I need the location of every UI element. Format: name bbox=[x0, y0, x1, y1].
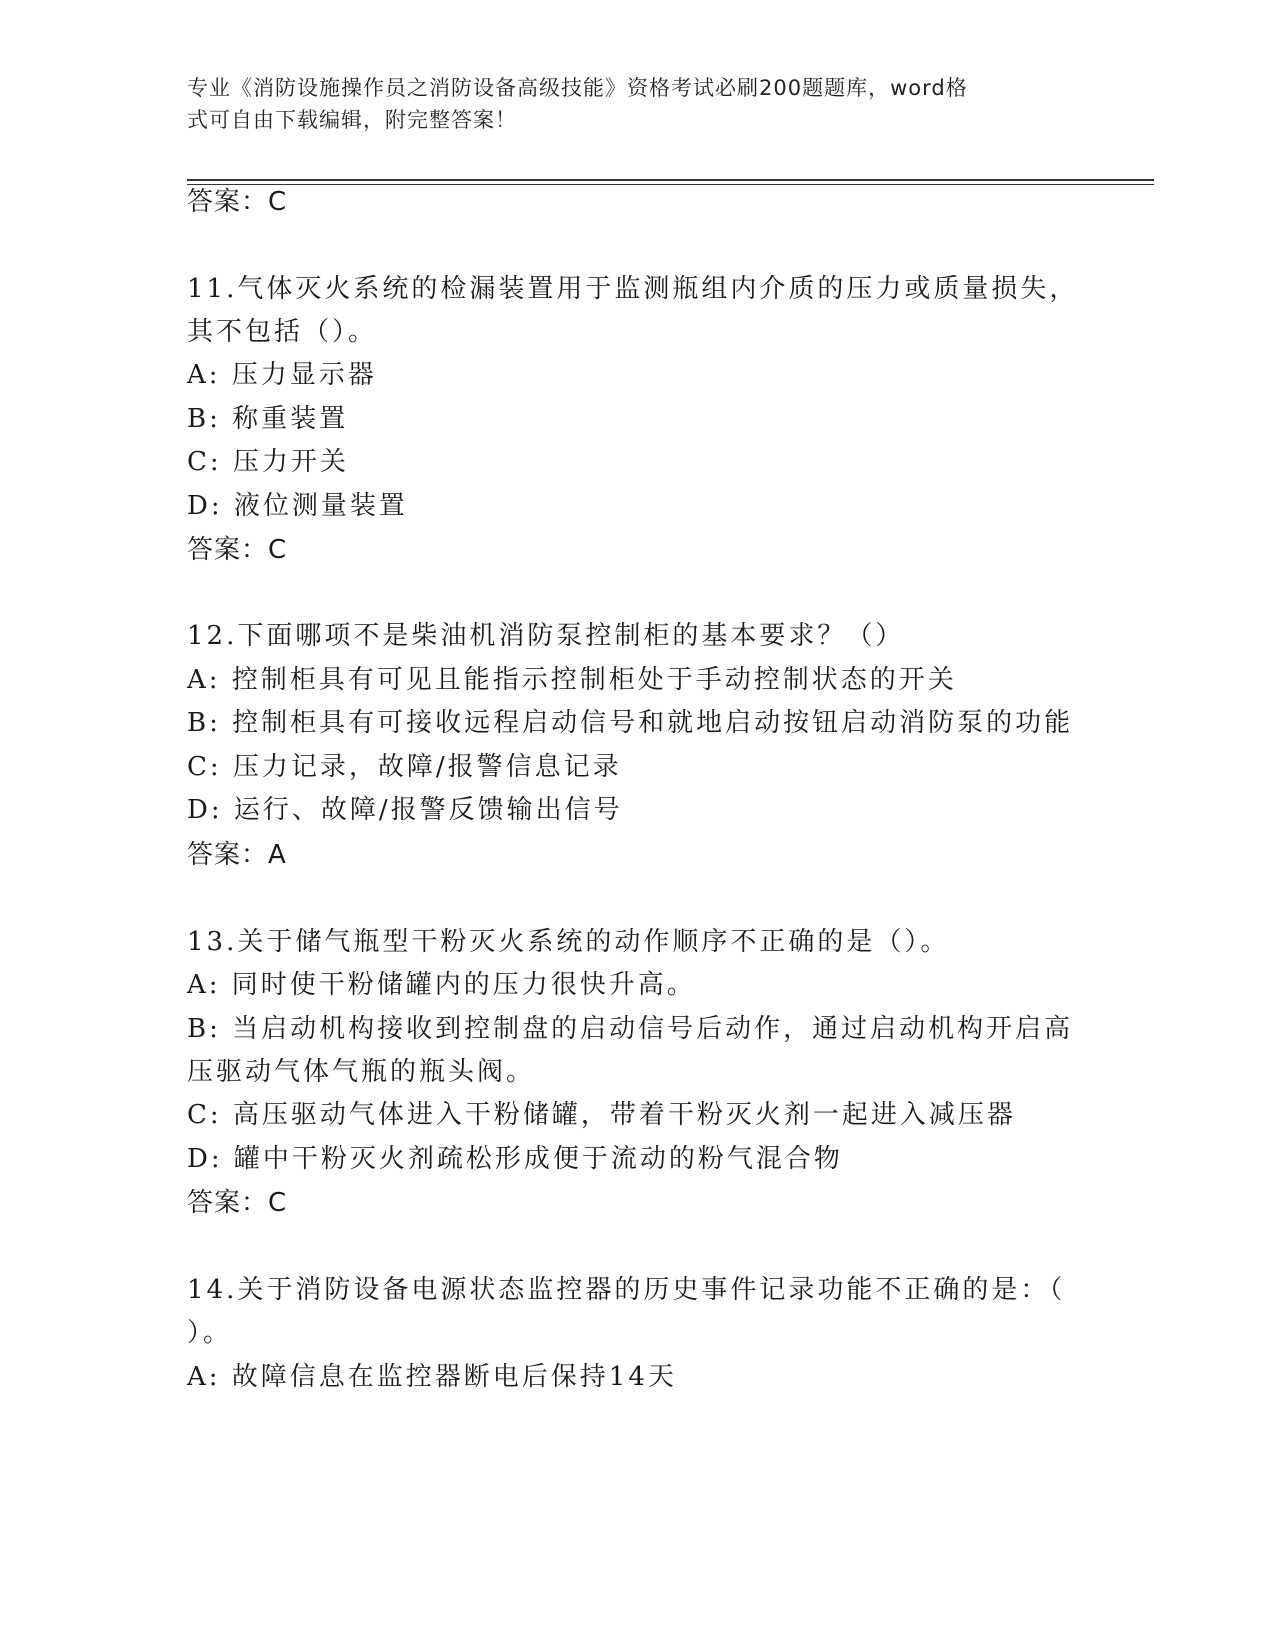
option-d: D: 液位测量装置 bbox=[187, 491, 408, 521]
previous-answer: 答案：C bbox=[187, 187, 288, 217]
option-a: A: 同时使干粉储罐内的压力很快升高。 bbox=[187, 970, 696, 1000]
option-d: D: 罐中干粉灭火剂疏松形成便于流动的粉气混合物 bbox=[187, 1144, 843, 1174]
question-stem: 14.关于消防设备电源状态监控器的历史事件记录功能不正确的是：（ bbox=[187, 1275, 1066, 1305]
option-d: D: 运行、故障/报警反馈输出信号 bbox=[187, 795, 623, 825]
question-stem: 其不包括（）。 bbox=[187, 317, 378, 347]
option-a: A: 压力显示器 bbox=[187, 360, 377, 390]
option-c: C: 压力开关 bbox=[187, 447, 349, 477]
header-rule-thick bbox=[187, 179, 1154, 181]
option-c: C: 高压驱动气体进入干粉储罐，带着干粉灭火剂一起进入减压器 bbox=[187, 1100, 1016, 1130]
option-a: A: 故障信息在监控器断电后保持14天 bbox=[187, 1362, 677, 1392]
option-a: A: 控制柜具有可见且能指示控制柜处于手动控制状态的开关 bbox=[187, 665, 957, 695]
question-stem: 12.下面哪项不是柴油机消防泵控制柜的基本要求？（） bbox=[187, 621, 905, 651]
header-line-1: 专业《消防设施操作员之消防设备高级技能》资格考试必刷200题题库，word格 bbox=[187, 76, 968, 100]
option-b-continued: 压驱动气体气瓶的瓶头阀。 bbox=[187, 1057, 536, 1087]
question-stem: 13.关于储气瓶型干粉灭火系统的动作顺序不正确的是（）。 bbox=[187, 927, 950, 957]
header-line-2: 式可自由下载编辑，附完整答案！ bbox=[187, 108, 517, 132]
option-b: B: 当启动机构接收到控制盘的启动信号后动作，通过启动机构开启高 bbox=[187, 1014, 1074, 1044]
option-b: B: 称重装置 bbox=[187, 404, 349, 434]
document-header bbox=[187, 72, 1067, 136]
question-answer: 答案：C bbox=[187, 1188, 288, 1218]
header-rule-thin bbox=[187, 184, 1154, 185]
question-answer: 答案：C bbox=[187, 535, 288, 565]
question-stem: 11.气体灭火系统的检漏装置用于监测瓶组内介质的压力或质量损失， bbox=[187, 274, 1079, 304]
option-b: B: 控制柜具有可接收远程启动信号和就地启动按钮启动消防泵的功能 bbox=[187, 708, 1074, 738]
question-answer: 答案：A bbox=[187, 840, 287, 870]
option-c: C: 压力记录，故障/报警信息记录 bbox=[187, 752, 622, 782]
question-stem: ）。 bbox=[187, 1318, 233, 1348]
